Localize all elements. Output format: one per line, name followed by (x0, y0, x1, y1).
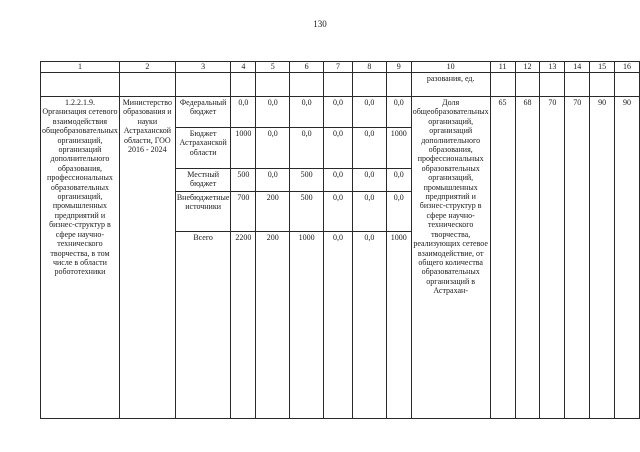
budget-table (40, 61, 640, 419)
column-number: 6 (290, 62, 324, 73)
executor: Министерство образования и науки Астраханской области, ГОО 2016 - 2024 (119, 97, 175, 419)
funding-source: Бюджет Астраханской области (175, 128, 231, 169)
funding-value: 1000 (386, 232, 411, 419)
indicator-value: 90 (590, 97, 615, 419)
column-number: 3 (175, 62, 231, 73)
column-number: 12 (515, 62, 540, 73)
funding-value: 500 (290, 169, 324, 192)
indicator-value: 68 (515, 97, 540, 419)
funding-value: 0,0 (386, 97, 411, 128)
funding-value: 0,0 (256, 97, 290, 128)
funding-value: 0,0 (324, 128, 353, 169)
funding-value: 0,0 (352, 232, 386, 419)
funding-value: 0,0 (352, 169, 386, 192)
column-number: 9 (386, 62, 411, 73)
indicator-value: 70 (540, 97, 565, 419)
funding-value: 0,0 (256, 169, 290, 192)
column-number: 13 (540, 62, 565, 73)
funding-value: 1000 (386, 128, 411, 169)
column-number: 4 (231, 62, 256, 73)
column-number: 15 (590, 62, 615, 73)
funding-value: 0,0 (352, 192, 386, 232)
funding-source: Внебюджетные источники (175, 192, 231, 232)
measure-name: 1.2.2.1.9. Организация сетевого взаимодействия общеобразовательных организаций, организаций дополнительного образования, профессиональных образовательных организаций, промышленных предприятий и бизнес-структур в сфере научно-технического творчества, в том числе в области робототехники (41, 97, 120, 419)
column-number-row (41, 62, 640, 73)
funding-value: 500 (290, 192, 324, 232)
funding-value: 200 (256, 232, 290, 419)
indicator-continued: разования, ед. (411, 73, 490, 97)
indicator-value: 65 (490, 97, 515, 419)
indicator-value: 90 (615, 97, 640, 419)
column-number: 16 (615, 62, 640, 73)
funding-value: 2200 (231, 232, 256, 419)
table-row (41, 97, 640, 128)
funding-value: 0,0 (352, 128, 386, 169)
column-number: 8 (352, 62, 386, 73)
column-number: 7 (324, 62, 353, 73)
funding-value: 0,0 (290, 97, 324, 128)
funding-value: 0,0 (324, 192, 353, 232)
funding-value: 0,0 (386, 192, 411, 232)
funding-value: 200 (256, 192, 290, 232)
funding-source: Всего (175, 232, 231, 419)
funding-value: 0,0 (324, 169, 353, 192)
funding-value: 0,0 (256, 128, 290, 169)
indicator-value: 70 (565, 97, 590, 419)
continuation-row (41, 73, 640, 97)
page-number: 130 (313, 19, 327, 29)
column-number: 14 (565, 62, 590, 73)
funding-value: 0,0 (324, 232, 353, 419)
funding-value: 700 (231, 192, 256, 232)
funding-value: 0,0 (352, 97, 386, 128)
column-number: 2 (119, 62, 175, 73)
column-number: 1 (41, 62, 120, 73)
funding-value: 1000 (290, 232, 324, 419)
column-number: 5 (256, 62, 290, 73)
funding-value: 0,0 (290, 128, 324, 169)
funding-value: 0,0 (324, 97, 353, 128)
indicator-text: Доля общеобразовательных организаций, организаций дополнительного образования, профессиональных образовательных организаций, промышленных предприятий и бизнес-структур в сфере научно-технического творчества, реализующих сетевое взаимодействие, от общего количества образовательных организаций в Астрахан- (411, 97, 490, 419)
funding-value: 1000 (231, 128, 256, 169)
funding-source: Федеральный бюджет (175, 97, 231, 128)
funding-value: 0,0 (386, 169, 411, 192)
funding-source: Местный бюджет (175, 169, 231, 192)
column-number: 11 (490, 62, 515, 73)
column-number: 10 (411, 62, 490, 73)
funding-value: 500 (231, 169, 256, 192)
funding-value: 0,0 (231, 97, 256, 128)
